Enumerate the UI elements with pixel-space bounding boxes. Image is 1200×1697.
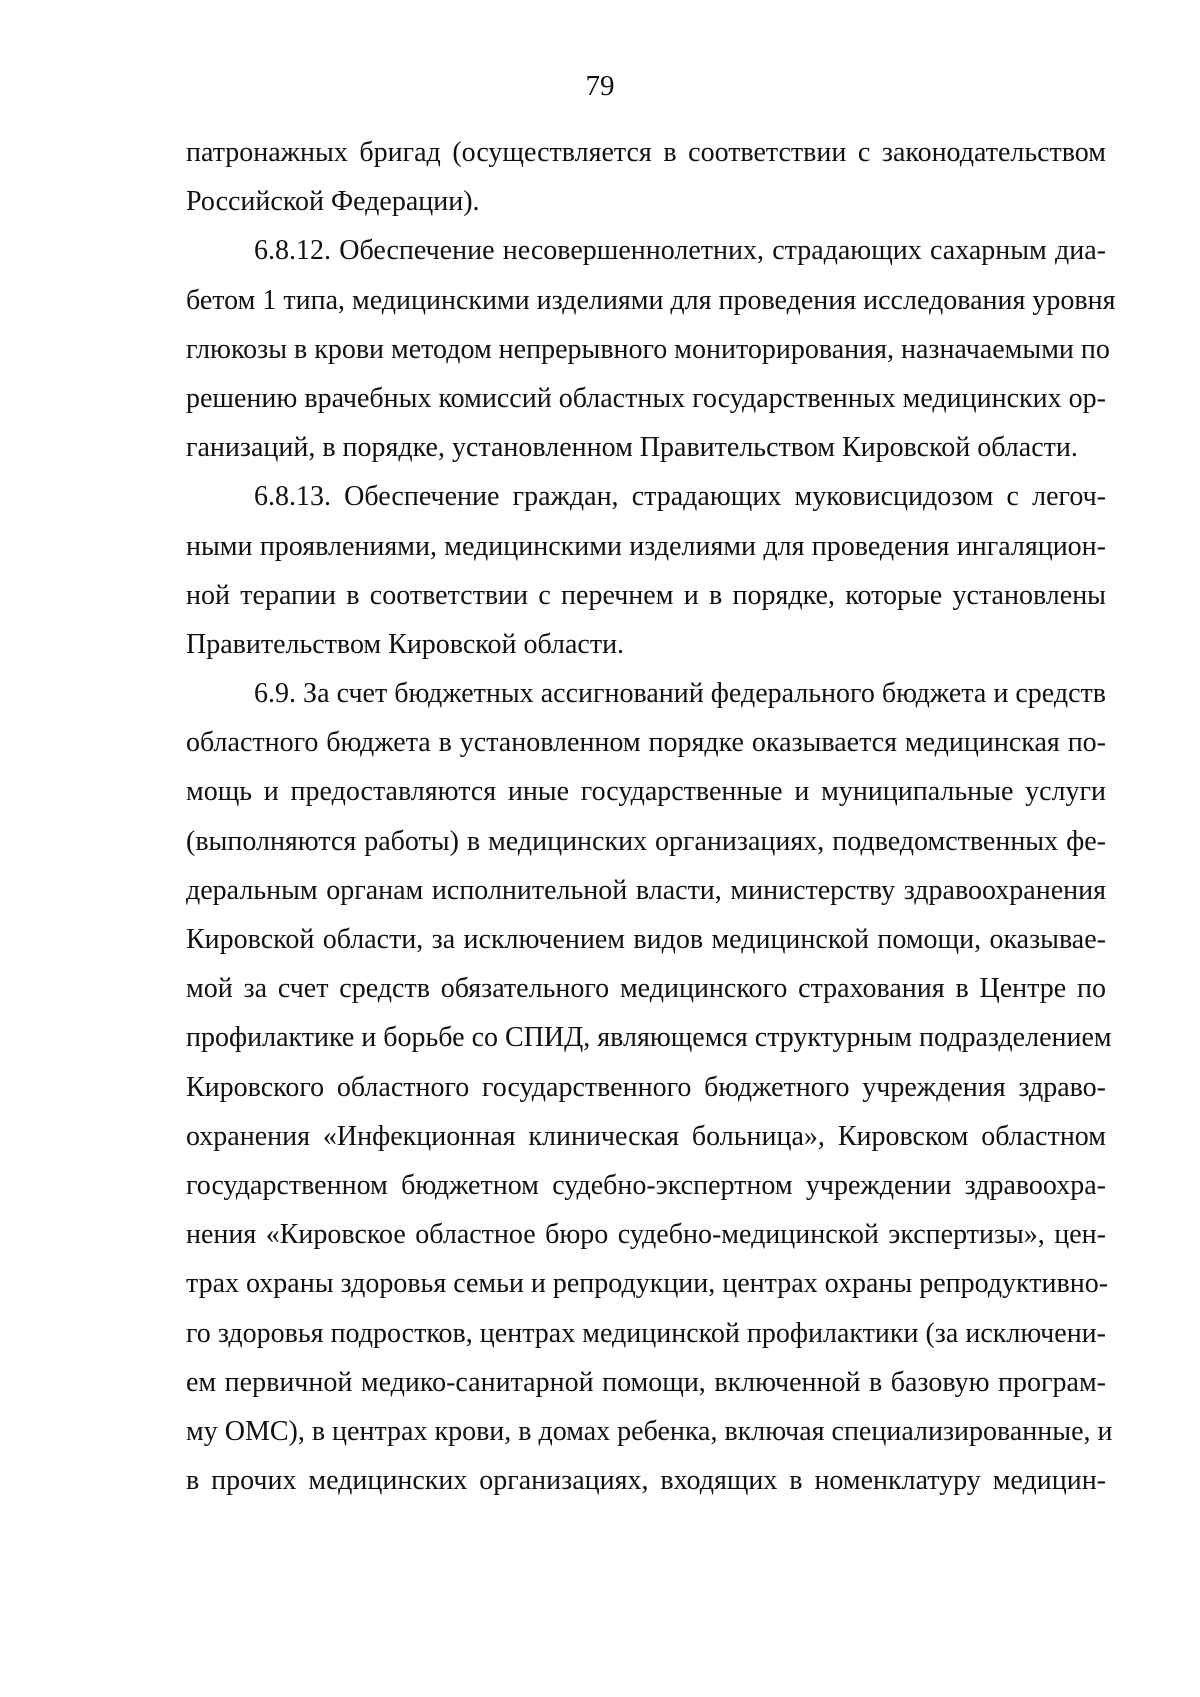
text-line: бетом 1 типа, медицинскими изделиями для проведения исследования уровня — [186, 284, 1116, 316]
text-line: государственном бюджетном судебно-экспертном учреждении здравоохра- — [186, 1169, 1106, 1201]
text-line: решению врачебных комиссий областных государственных медицинских ор- — [186, 382, 1106, 414]
text-line: мой за счет средств обязательного медицинского страхования в Центре по — [186, 973, 1106, 1005]
text-line: Кировской области, за исключением видов медицинской помощи, оказывае- — [186, 924, 1106, 955]
text-line: трах охраны здоровья семьи и репродукции, центрах охраны репродуктивно- — [186, 1268, 1109, 1300]
text-line: Кировского областного государственного бюджетного учреждения здраво- — [186, 1071, 1106, 1103]
text-line: ной терапии в соответствии с перечнем и в порядке, которые установлены — [186, 579, 1106, 611]
text-line: Российской Федерации). — [186, 186, 480, 218]
text-line: ными проявлениями, медицинскими изделиями для проведения ингаляцион- — [186, 530, 1106, 562]
text-line: деральным органам исполнительной власти, министерству здравоохранения — [186, 874, 1106, 906]
text-line: профилактике и борьбе со СПИД, являющемся структурным подразделением — [186, 1022, 1112, 1054]
text-line: (выполняются работы) в медицинских организациях, подведомственных фе- — [186, 825, 1106, 857]
text-line: 6.8.12. Обеспечение несовершеннолетних, страдающих сахарным диа- — [254, 235, 1106, 267]
paragraph — [186, 472, 1106, 669]
text-line: Правительством Кировской области. — [186, 628, 625, 660]
text-line: нения «Кировское областное бюро судебно-медицинской экспертизы», цен- — [186, 1219, 1106, 1251]
text-line: му ОМС), в центрах крови, в домах ребенка, включая специализированные, и — [186, 1415, 1113, 1447]
body-text — [186, 128, 1116, 1505]
page-number: 79 — [585, 70, 615, 102]
text-line: ем первичной медико-санитарной помощи, включенной в базовую програм- — [186, 1366, 1106, 1398]
paragraph — [186, 669, 1113, 1505]
text-line: патронажных бригад (осуществляется в соответствии с законодательством — [186, 137, 1106, 168]
text-line: глюкозы в крови методом непрерывного мониторирования, назначаемыми по — [186, 333, 1110, 365]
text-line: 6.8.13. Обеспечение граждан, страдающих муковисцидозом с легоч- — [254, 481, 1106, 513]
paragraph — [186, 226, 1116, 472]
text-line: охранения «Инфекционная клиническая больница», Кировском областном — [186, 1120, 1106, 1152]
text-line: в прочих медицинских организациях, входящих в номенклатуру медицин- — [186, 1465, 1106, 1497]
text-line: го здоровья подростков, центрах медицинской профилактики (за исключени- — [186, 1317, 1106, 1349]
text-line: 6.9. За счет бюджетных ассигнований федерального бюджета и средств — [254, 678, 1106, 710]
paragraph — [186, 128, 1106, 226]
text-line: ганизаций, в порядке, установленном Правительством Кировской области. — [186, 432, 1078, 464]
text-line: мощь и предоставляются иные государственные и муниципальные услуги — [186, 776, 1106, 808]
text-line: областного бюджета в установленном порядке оказывается медицинская по- — [186, 727, 1106, 759]
